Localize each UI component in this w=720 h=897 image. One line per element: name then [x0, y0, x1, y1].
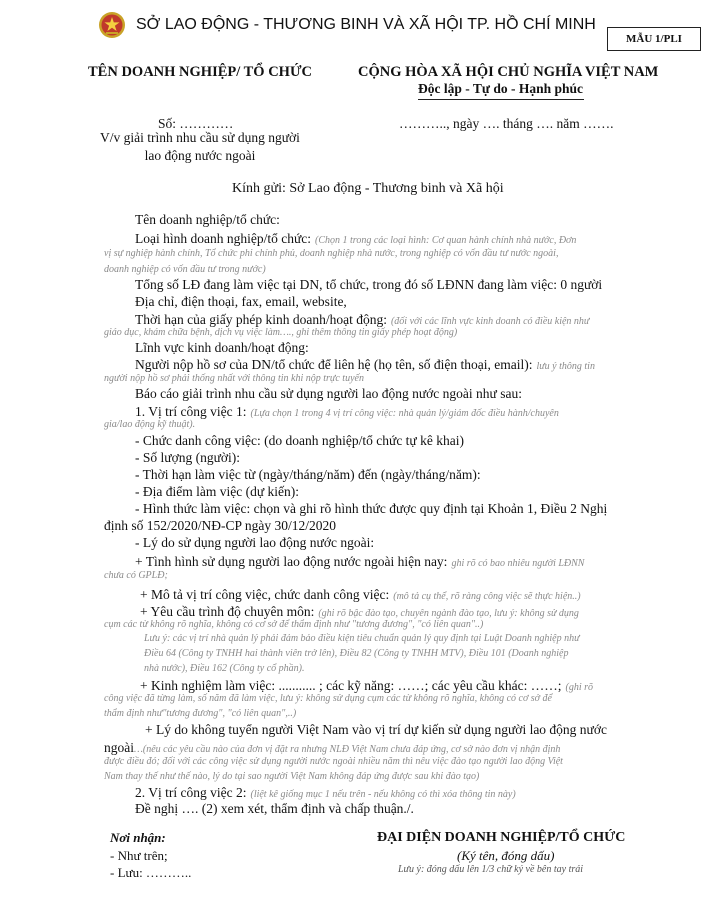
position-1: 1. Vị trí công việc 1:: [135, 404, 247, 419]
recipients-title: Nơi nhận:: [110, 830, 166, 845]
no-vietnamese-note-1: …(nêu các yêu cầu nào của đơn vị đặt ra nhưng NLĐ Việt Nam chưa đáp ứng, cơ sở nào đơn vị nhận định: [134, 744, 561, 755]
license-note-1: (đối với các lĩnh vực kinh doanh có điều kiện như: [390, 316, 590, 327]
experience-note-2: công việc đã từng làm, số năm đã làm việc, lưu ý: không sử dụng cụm các từ không rõ nghĩa, không có cơ sở để: [104, 693, 552, 704]
org-name-heading: TÊN DOANH NGHIỆP/ TỔ CHỨC: [88, 64, 312, 80]
contact-person: Người nộp hồ sơ của DN/tổ chức để liên hệ (họ tên, số điện thoại, email):: [135, 357, 533, 372]
job-description: + Mô tả vị trí công việc, chức danh công việc:: [140, 587, 390, 602]
license-note-2: giáo dục, khám chữa bệnh, dịch vụ việc làm…., ghi thêm thông tin giấy phép hoạt động): [104, 327, 458, 338]
work-form-1: - Hình thức làm việc: chọn và ghi rõ hình thức được quy định tại Khoản 1, Điều 2 Nghị: [135, 501, 608, 516]
proposal: Đề nghị …. (2) xem xét, thẩm định và chấp thuận./.: [135, 801, 414, 816]
quantity: - Số lượng (người):: [135, 450, 241, 465]
total-employees: Tổng số LĐ đang làm việc tại DN, tổ chức, trong đó số LĐNN đang làm việc: 0 người: [135, 277, 603, 292]
org-type-note-1: (Chọn 1 trong các loại hình: Cơ quan hành chính nhà nước, Đơn: [315, 235, 577, 246]
work-period: - Thời hạn làm việc từ (ngày/tháng/năm) đến (ngày/tháng/năm):: [135, 467, 481, 482]
document-number: Số: …………: [158, 116, 234, 131]
report-intro: Báo cáo giải trình nhu cầu sử dụng người lao động nước ngoài như sau:: [135, 386, 522, 401]
manager-note-2: Điều 64 (Công ty TNHH hai thành viên trở lên), Điều 82 (Công ty TNHH MTV), Điều 101 (Doanh nghiệp: [144, 648, 569, 659]
current-usage-note-1: ghi rõ có bao nhiêu người LĐNN: [451, 558, 585, 569]
recipient-1: - Như trên;: [110, 848, 168, 863]
motto-underline: [418, 99, 584, 100]
agency-header: SỞ LAO ĐỘNG - THƯƠNG BINH VÀ XÃ HỘI TP. HỒ CHÍ MINH: [136, 16, 596, 33]
recipient-2: - Lưu: ………..: [110, 865, 192, 880]
qualification-note-1: (ghi rõ bậc đào tạo, chuyên ngành đào tạo, lưu ý: không sử dụng: [318, 608, 579, 619]
representative-title: ĐẠI DIỆN DOANH NGHIỆP/TỔ CHỨC: [377, 830, 626, 845]
job-title: - Chức danh công việc: (do doanh nghiệp/tổ chức tự kê khai): [135, 433, 464, 448]
subject-line-2: lao động nước ngoài: [144, 148, 256, 163]
country-heading: CỘNG HÒA XÃ HỘI CHỦ NGHĨA VIỆT NAM: [358, 64, 659, 80]
experience-note-3: thẩm định như"tương đương", "có liên quan",..): [104, 708, 297, 719]
form-code-box: [607, 27, 701, 51]
position-1-note-1: (Lựa chọn 1 trong 4 vị trí công việc: nhà quản lý/giám đốc điều hành/chuyên: [250, 408, 559, 419]
org-type-note-2: vị sự nghiệp hành chính, Tổ chức phi chính phủ, doanh nghiệp nhà nước, trong nghiệp có vốn đầu tư nước ngoài,: [104, 248, 559, 259]
subject-line-1: V/v giải trình nhu cầu sử dụng người: [100, 130, 300, 145]
contact-info: Địa chỉ, điện thoại, fax, email, website,: [135, 294, 347, 309]
org-type-field: Loại hình doanh nghiệp/tổ chức:: [135, 231, 312, 246]
no-vietnamese-reason-2: ngoài: [104, 740, 134, 755]
contact-note-1: lưu ý thông tin: [536, 361, 595, 372]
representative-sub: (Ký tên, đóng dấu): [457, 848, 555, 863]
qualification-note-2: cụm các từ không rõ nghĩa, không có cơ sở để thẩm định như "tương đương", "có liên quan"..): [104, 619, 484, 630]
date-line: ……….., ngày …. tháng …. năm …….: [399, 116, 614, 131]
form-code: MẪU 1/PLI: [626, 33, 682, 45]
position-2: 2. Vị trí công việc 2:: [135, 785, 247, 800]
experience-note-1: (ghi rõ: [565, 682, 593, 693]
position-1-note-2: gia/lao động kỹ thuật).: [104, 419, 196, 430]
no-vietnamese-note-2: được điều đó; đối với các công việc sử dụng người nước ngoài nhiều năm thì nêu việc đào tạo người lao động Việt: [104, 756, 563, 767]
org-name-field: Tên doanh nghiệp/tổ chức:: [135, 212, 280, 227]
work-location: - Địa điểm làm việc (dự kiến):: [135, 484, 300, 499]
current-usage: + Tình hình sử dụng người lao động nước ngoài hiện nay:: [135, 554, 448, 569]
addressee: Kính gửi: Sở Lao động - Thương binh và Xã hội: [232, 181, 504, 196]
no-vietnamese-note-3: Nam thay thế như thế nào, lý do tại sao người Việt Nam không đáp ứng được sau khi đào tạo): [104, 771, 480, 782]
manager-note-1: Lưu ý: các vị trí nhà quản lý phải đảm bảo điều kiện tiêu chuẩn quản lý quy định tại Luật Doanh nghiệp như: [144, 633, 580, 644]
job-description-note: (mô tả cụ thể, rõ ràng công việc sẽ thực hiện..): [393, 591, 581, 602]
work-form-2: định số 152/2020/NĐ-CP ngày 30/12/2020: [104, 518, 337, 533]
contact-note-2: người nộp hồ sơ phải thống nhất với thông tin khi nộp trực tuyến: [104, 373, 364, 384]
motto: Độc lập - Tự do - Hạnh phúc: [418, 81, 584, 96]
position-2-note: (liệt kê giống mục 1 nếu trên - nếu không có thì xóa thông tin này): [250, 789, 516, 800]
license-term: Thời hạn của giấy phép kinh doanh/hoạt động:: [135, 312, 387, 327]
org-type-note-3: doanh nghiệp có vốn đầu tư trong nước): [104, 264, 266, 275]
no-vietnamese-reason: + Lý do không tuyển người Việt Nam vào vị trí dự kiến sử dụng người lao động nước: [145, 722, 608, 737]
qualification: + Yêu cầu trình độ chuyên môn:: [140, 604, 315, 619]
reason-heading: - Lý do sử dụng người lao động nước ngoài:: [135, 535, 375, 550]
current-usage-note-2: chưa có GPLĐ;: [104, 570, 168, 581]
experience: + Kinh nghiệm làm việc: ........... ; các kỹ năng: ……; các yêu cầu khác: ……;: [140, 678, 562, 693]
signature-note: Lưu ý: đóng dấu lên 1/3 chữ ký về bên tay trái: [398, 864, 584, 875]
state-emblem-icon: [98, 11, 126, 39]
business-field: Lĩnh vực kinh doanh/hoạt động:: [135, 340, 309, 355]
manager-note-3: nhà nước), Điều 162 (Công ty cổ phần).: [144, 663, 305, 674]
